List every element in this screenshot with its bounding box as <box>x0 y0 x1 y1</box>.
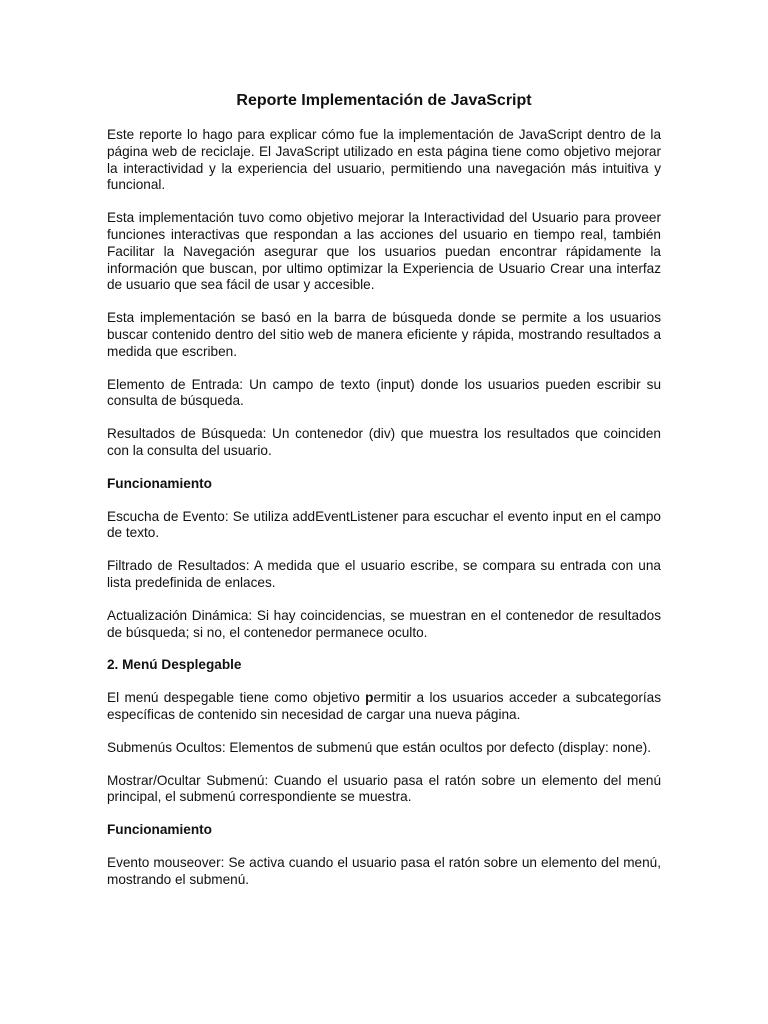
paragraph-dropdown-objective <box>107 690 661 724</box>
paragraph-search-results: Resultados de Búsqueda: Un contenedor (div) que muestra los resultados que coinciden con la consulta del usuario. <box>107 426 661 458</box>
document-title: Reporte Implementación de JavaScript <box>236 92 532 109</box>
paragraph-dynamic-update: Actualización Dinámica: Si hay coincidencias, se muestran en el contenedor de resultados de búsqueda; si no, el contenedor permanece oculto. <box>107 607 661 640</box>
paragraph-filtering: Filtrado de Resultados: A medida que el usuario escribe, se compara su entrada con una lista predefinida de enlaces. <box>107 558 661 590</box>
paragraph-dropdown-objective-bold-letter: p <box>365 690 374 706</box>
paragraph-objectives: Esta implementación tuvo como objetivo mejorar la Interactividad del Usuario para proveer funciones interactivas que respondan a las acciones del usuario en tiempo real, también Facilitar la Navegación asegurar que los usuarios puedan encontrar rápidamente la información que buscan, por ultimo optimizar la Experiencia de Usuario Crear una interfaz de usuario que sea fácil de usar y accesible. <box>107 210 661 293</box>
document-page <box>107 90 661 905</box>
paragraph-intro: Este reporte lo hago para explicar cómo fue la implementación de JavaScript dentro de la página web de reciclaje. El JavaScript utilizado en esta página tiene como objetivo mejorar la interactividad y la experiencia del usuario, permitiendo una navegación más intuitiva y funcional. <box>107 127 661 193</box>
paragraph-show-hide-submenu: Mostrar/Ocultar Submenú: Cuando el usuario pasa el ratón sobre un elemento del menú principal, el submenú correspondiente se muestra. <box>107 772 661 805</box>
paragraph-dropdown-objective-start: El menú despegable tiene como objetivo <box>107 690 366 706</box>
section-heading-funcionamiento-2: Funcionamiento <box>107 822 212 838</box>
paragraph-hidden-submenus: Submenús Ocultos: Elementos de submenú que están ocultos por defecto (display: none). <box>107 739 652 755</box>
paragraph-dropdown-objective-end: ermitir a los usuarios acceder a subcategorías específicas de contenido sin necesidad de cargar una nueva página. <box>107 690 661 722</box>
paragraph-input-element: Elemento de Entrada: Un campo de texto (input) donde los usuarios pueden escribir su consulta de búsqueda. <box>107 376 661 409</box>
section-heading-dropdown-menu: 2. Menú Desplegable <box>107 657 242 673</box>
paragraph-event-listener: Escucha de Evento: Se utiliza addEventListener para escuchar el evento input en el campo de texto. <box>107 508 661 541</box>
section-heading-funcionamiento-1: Funcionamiento <box>107 475 212 491</box>
paragraph-search-bar: Esta implementación se basó en la barra de búsqueda donde se permite a los usuarios buscar contenido dentro del sitio web de manera eficiente y rápida, mostrando resultados a medida que escriben. <box>107 310 661 359</box>
paragraph-mouseover-event: Evento mouseover: Se activa cuando el usuario pasa el ratón sobre un elemento del menú, mostrando el submenú. <box>107 854 661 887</box>
